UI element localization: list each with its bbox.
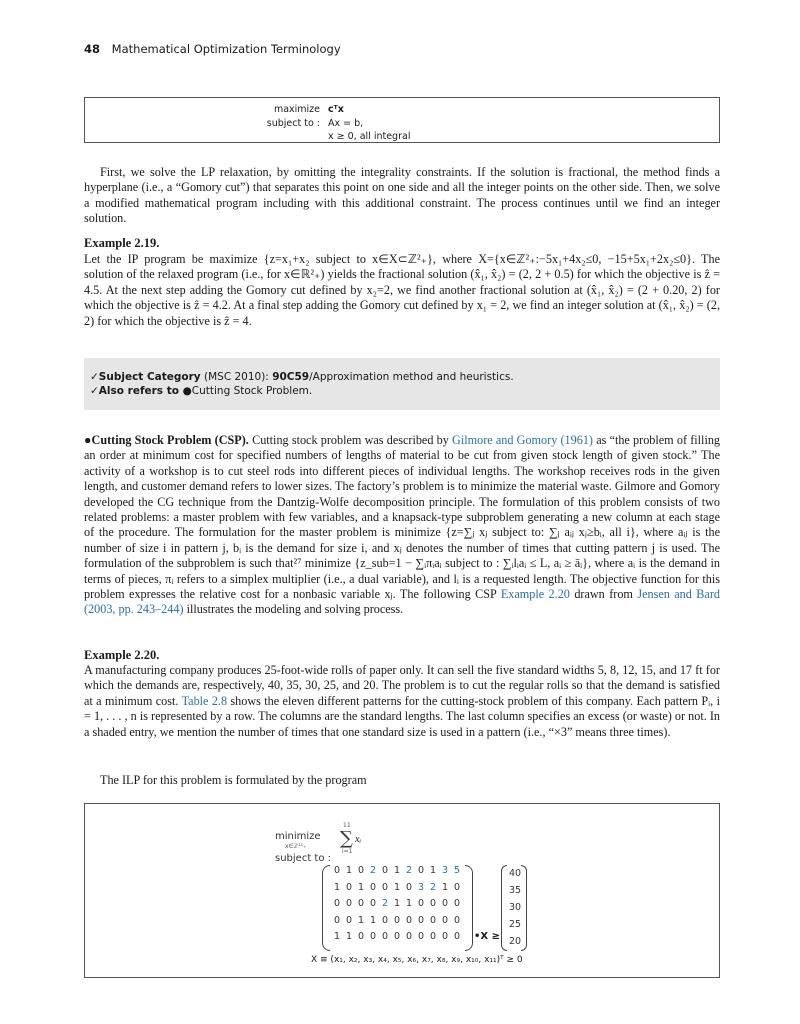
- fb-maximize-label: maximize: [273, 104, 320, 115]
- subject-category-box: [84, 358, 720, 410]
- lp-relaxation-paragraph: First, we solve the LP relaxation, by omitting the integrality constraints. If the solution is fractional, the method finds a hyperplane (i.e., a “Gomory cut”) that separates this point on one side and all the integer points on the other side. Then, we solve a modified mathematical program including with this additional constraint. The process continues until we find an integer solution.: [84, 165, 720, 226]
- matrix-right-bracket: [465, 865, 473, 951]
- matrix-row: 0 0 1 1 0 0 0 0 0 0 0: [333, 914, 461, 926]
- matrix-row: 1 1 0 0 0 0 0 0 0 0 0: [333, 931, 461, 943]
- csp-heading: ●Cutting Stock Problem (CSP).: [84, 433, 249, 447]
- ilp-minimize-label: minimize: [275, 831, 321, 842]
- example-2-20-title: Example 2.20.: [84, 648, 160, 662]
- sigma-symbol: ∑: [340, 828, 353, 849]
- running-title: Mathematical Optimization Terminology: [111, 42, 341, 56]
- matrix-row: 0 1 0 2 0 1 2 0 1 3 5: [333, 865, 461, 876]
- matrix-row: 0 0 0 0 2 1 1 0 0 0 0: [333, 898, 461, 910]
- ilp-sum-term: xᵢ: [355, 834, 362, 845]
- ilp-sum-upper: 11: [343, 822, 351, 829]
- ilp-sum-lower: i=1: [342, 848, 353, 855]
- ilp-subject-label: subject to :: [275, 853, 332, 864]
- example-2-19-title: Example 2.19.: [84, 236, 160, 250]
- link-gilmore-gomory[interactable]: Gilmore and Gomory (1961): [452, 433, 593, 447]
- cutting-stock-paragraph: ●Cutting Stock Problem (CSP). Cutting stock problem was described by Gilmore and Gomory (1961) as “the problem of filling an order at minimum cost for specified numbers of lengths of material to be cut from given stock length of given stock.” The activity of a workshop is to cut steel rods into different pieces of individual lengths. The workshop receives rods in the given length, and customer demand refers to lower sizes. The factory’s problem is to minimize the material waste. Gilmore and Gomory developed the CG technique from the Dantzig-Wolfe decomposition principle. The formulation of this problem consists of two related problems: a master problem with few variables, and a knapsack-type subproblem generating a new column at each stage of the procedure. The formulation for the master problem is minimize {z=∑ⱼ xⱼ subject to: ∑ⱼ aᵢⱼ xⱼ≥bᵢ, all i}, where aᵢⱼ is the number of size i in pattern j, bᵢ is the demand for size i, and xⱼ denotes the number of times that cutting pattern j is used. The formulation of the subproblem is such that²⁷ minimize {z_sub=1 − ∑ᵢπᵢaᵢ subject to : ∑ᵢlᵢaᵢ ≤ L, aᵢ ≥ āᵢ}, where aᵢ is the demand in terms of pieces, πᵢ refers to a simplex multiplier (i.e., a dual variable), and lᵢ is a requested length. The objective function for this problem expresses the relative cost for a nonbasic variable xⱼ. The following CSP Example 2.20 drawn from Jensen and Bard (2003, pp. 243–244) illustrates the modeling and solving process.: [84, 433, 721, 617]
- dot-x-geq: •X ≥: [474, 931, 500, 942]
- pattern-matrix: [325, 865, 469, 948]
- link-jensen-bard[interactable]: Jensen and Bard (2003, pp. 243–244): [84, 587, 720, 617]
- matrix-row: 1 0 1 0 0 1 0 3 2 1 0: [333, 881, 461, 893]
- formula-box: [84, 97, 720, 143]
- example-2-19-text: Let the IP program be maximize {z=x₁+x₂ subject to x∈X⊂ℤ²₊}, where X={x∈ℤ²₊:−5x₁+4x₂≤0, −15+5x₁+2x₂≤0}. The solution of the relaxed program (i.e., for x∈ℝ²₊) yields the fractional solution (x̂₁, x̂₂) = (2, 2 + 0.5) for which the objective is ẑ = 4.5. At the next step adding the Gomory cut defined by x₂=2, we find another fractional solution at (x̂₁, x̂₂) = (2 + 0.20, 2) for which the objective is ẑ = 4.2. At a final step adding the Gomory cut defined by x₁ = 2, we find an integer solution at (x̂₁, x̂₂) = (2, 2) for which the objective is ẑ = 4.: [84, 252, 720, 328]
- ilp-intro: The ILP for this problem is formulated by the program: [100, 773, 367, 787]
- rhs-right-bracket: [521, 865, 527, 951]
- page-number: 48: [84, 42, 101, 56]
- x-vector-definition: X ≡ (x₁, x₂, x₃, x₄, x₅, x₆, x₇, x₈, x₉, x₁₀, x₁₁)ᵀ ≥ 0: [311, 955, 523, 965]
- rhs-vector: 40 35 30 25 20: [508, 868, 522, 947]
- subject-category-line: ✓Subject Category (MSC 2010): 90C59/Approximation method and heuristics.: [90, 371, 514, 383]
- cross-ref-cutting-stock[interactable]: ●Cutting Stock Problem.: [182, 385, 313, 397]
- running-head: [84, 42, 341, 56]
- example-2-20-text: A manufacturing company produces 25-foot-wide rolls of paper only. It can sell the five standard widths 5, 8, 12, 15, and 17 ft for which the demands are, respectively, 40, 35, 30, 25, and 20. The problem is to cut the regular rolls so that the demand is satisfied at a minimum cost. Table 2.8 shows the eleven different patterns for the cutting-stock problem of this company. Each pattern Pᵢ, i = 1, . . . , n is represented by a row. The columns are the standard lengths. The last column specifies an excess (or waste) or not. In a shaded entry, we mention the number of times that one standard size is used in a pattern (i.e., “×3” means three times).: [84, 663, 720, 739]
- fb-integrality: x ≥ 0, all integral: [328, 131, 411, 142]
- link-example-2-20[interactable]: Example 2.20: [500, 587, 570, 602]
- fb-subject-label: subject to :: [266, 118, 320, 129]
- ilp-domain: x∈ℤ¹¹₊: [285, 843, 307, 850]
- fb-constraint: Ax = b,: [328, 118, 364, 129]
- fb-objective: cᵀx: [328, 104, 344, 115]
- ilp-formula-box: [84, 803, 720, 978]
- also-refers-line: ✓Also refers to ●Cutting Stock Problem.: [90, 385, 313, 397]
- link-table-2-8[interactable]: Table 2.8: [181, 693, 228, 708]
